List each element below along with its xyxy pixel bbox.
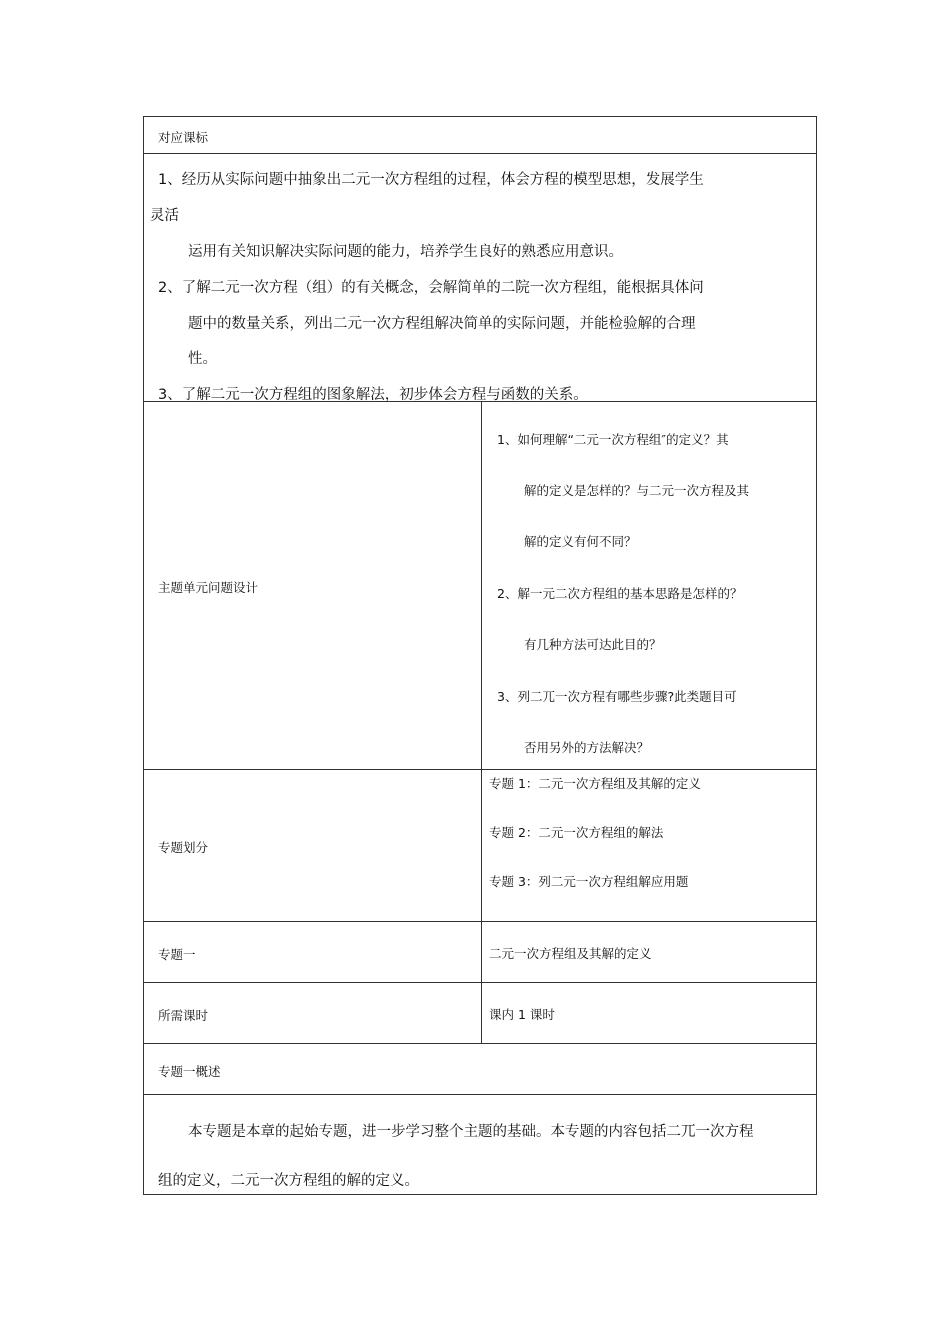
row-divider (144, 769, 816, 770)
standards-header: 对应课标 (158, 130, 209, 145)
row-divider (144, 1043, 816, 1044)
overview-text: 本专题是本章的起始专题，进一步学习整个主题的基础。本专题的内容包括二兀一次方程 (188, 1124, 754, 1140)
row-divider (144, 153, 816, 154)
hours-label: 所需课时 (158, 1008, 209, 1023)
question-2: 2、解一元二次方程组的基本思路是怎样的？ (497, 586, 743, 601)
lesson-plan-table (143, 116, 817, 1195)
question-2-cont: 有几种方法可达此目的？ (524, 637, 662, 652)
question-1: 1、如何理解“二元一次方程组″的定义？其 (497, 432, 729, 447)
row-divider (144, 1094, 816, 1095)
overview-header: 专题一概述 (158, 1064, 221, 1079)
question-3-cont: 否用另外的方法解决？ (524, 740, 650, 755)
row-divider (144, 982, 816, 983)
overview-text-cont: 组的定义，二元一次方程组的解的定义。 (158, 1173, 419, 1189)
question-3: 3、列二兀一次方程有哪些步骤?此类题目可 (497, 689, 737, 704)
standard-item-2: 2、了解二元一次方程（组）的有关概念，会解简单的二院一次方程组，能根据具体问 (158, 280, 704, 296)
standard-item-1-cont: 运用有关知识解决实际问题的能力，培养学生良好的熟悉应用意识。 (188, 244, 623, 260)
topic-item: 专题 1：二元一次方程组及其解的定义 (489, 776, 701, 791)
column-divider (481, 401, 482, 1043)
standard-item-1: 1、经历从实际问题中抽象出二元一次方程组的过程，体会方程的模型思想，发展学生 (158, 172, 704, 188)
topics-label: 专题划分 (158, 840, 209, 855)
standard-item-3: 3、了解二元一次方程组的图象解法，初步体会方程与函数的关系。 (158, 387, 588, 403)
question-1-cont: 解的定义有何不同？ (524, 534, 637, 549)
topic-one-value: 二元一次方程组及其解的定义 (489, 946, 652, 961)
unit-questions-label: 主题单元问题设计 (158, 580, 259, 595)
standard-item-1-cont: 灵活 (150, 208, 179, 224)
question-1-cont: 解的定义是怎样的？与二元一次方程及其 (524, 483, 750, 498)
topic-item: 专题 2：二元一次方程组的解法 (489, 825, 664, 840)
hours-value: 课内 1 课时 (489, 1007, 555, 1022)
standard-item-2-cont: 题中的数量关系，列出二元一次方程组解决简单的实际问题，并能检验解的合理 (188, 316, 696, 332)
standard-item-2-cont: 性。 (188, 351, 217, 367)
row-divider (144, 921, 816, 922)
topic-item: 专题 3：列二元一次方程组解应用题 (489, 874, 689, 889)
topic-one-label: 专题一 (158, 947, 196, 962)
